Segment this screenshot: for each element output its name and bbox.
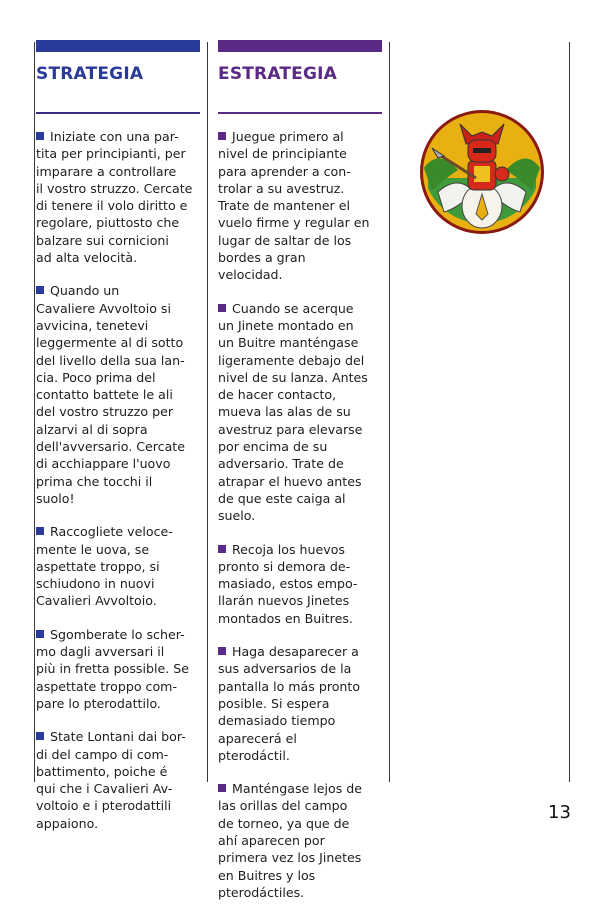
bullet-square-icon	[218, 784, 226, 792]
italian-tips-list	[36, 128, 200, 832]
spanish-tip-3	[218, 541, 382, 627]
italian-tip-4	[36, 626, 200, 712]
italian-tip-5	[36, 728, 200, 832]
italian-tip-3-text: Raccogliete veloce- mente le uova, se aspettate troppo, si schiudono in nuovi Cavalieri Avvoltoio.	[36, 524, 173, 609]
column-divider-right	[389, 42, 390, 782]
italian-tip-4-text: Sgomberate lo scher- mo dagli avversari il più in fretta possible. Se aspettate troppo com- pare lo pterodattilo.	[36, 626, 189, 711]
spanish-tip-3-text: Recoja los huevos pronto si demora de- masiado, estos empo- llarán nuevos Jinetes montados en Buitres.	[218, 541, 358, 626]
italian-heading: STRATEGIA	[36, 64, 144, 84]
spanish-heading: ESTRATEGIA	[218, 64, 338, 84]
bullet-square-icon	[36, 630, 44, 638]
spanish-tip-1-text: Juegue primero al nivel de principiante para aprender a con- trolar a su avestruz. Trate de mantener el vuelo firme y regular en lugar de saltar de los bordes a gran velocidad.	[218, 129, 370, 283]
spanish-tips-list	[218, 128, 382, 901]
italian-tip-2-text: Quando un Cavaliere Avvoltoio si avvicina, tenetevi leggermente al di sotto del livello della sua lan- cia. Poco prima del contatto battete le ali del vostro struzzo per alzarvi al di sopra dell'avversario. Cercate di acchiappare l'uovo prima che tocchi il suolo!	[36, 283, 185, 506]
bullet-square-icon	[36, 286, 44, 294]
spanish-tip-4	[218, 643, 382, 764]
spanish-tip-5	[218, 780, 382, 901]
page-number: 13	[548, 802, 571, 823]
spanish-tip-2	[218, 300, 382, 525]
italian-tip-1-text: Iniziate con una par- tita per principianti, per imparare a controllare il vostro struzzo. Cercate di tenere il volo diritto e regolare, piuttosto che balzare sui cornicioni ad alta velocità.	[36, 129, 193, 266]
spanish-tip-4-text: Haga desaparecer a sus adversarios de la pantalla lo más pronto posible. Si espera demasiado tiempo aparecerá el pterodáctil.	[218, 644, 361, 763]
bullet-square-icon	[218, 545, 226, 553]
italian-heading-rule	[36, 112, 200, 114]
italian-tip-1	[36, 128, 200, 266]
spanish-tip-5-text: Manténgase lejos de las orillas del campo de torneo, ya que de ahí aparecen por primera vez los Jinetes en Buitres y los pterodáctiles.	[218, 781, 363, 900]
bullet-square-icon	[36, 732, 44, 740]
spanish-column	[218, 40, 382, 917]
spanish-tip-2-text: Cuando se acerque un Jinete montado en un Buitre manténgase ligeramente debajo del nivel de su lanza. Antes de hacer contacto, mueva las alas de su avestruz para elevarse por encima de su adversario. Trate de atrapar el huevo antes de que este caiga al suelo.	[218, 300, 368, 524]
bullet-square-icon	[36, 527, 44, 535]
bullet-square-icon	[218, 647, 226, 655]
spanish-heading-rule	[218, 112, 382, 114]
column-divider-left	[34, 42, 35, 782]
bullet-square-icon	[218, 304, 226, 312]
italian-tip-2	[36, 282, 200, 507]
italian-column	[36, 40, 200, 848]
spanish-tip-1	[218, 128, 382, 284]
column-divider-middle	[207, 42, 208, 782]
bullet-square-icon	[218, 132, 226, 140]
bullet-square-icon	[36, 132, 44, 140]
knight-riding-vulture-emblem-icon	[418, 108, 546, 236]
italian-tip-5-text: State Lontani dai bor- di del campo di com- battimento, poiche é qui che i Cavalieri Av- voltoio e i pterodattili appaiono.	[36, 729, 186, 831]
italian-tip-3	[36, 523, 200, 609]
column-divider-edge	[569, 42, 570, 782]
spanish-header-bar	[218, 40, 382, 52]
italian-header-bar	[36, 40, 200, 52]
